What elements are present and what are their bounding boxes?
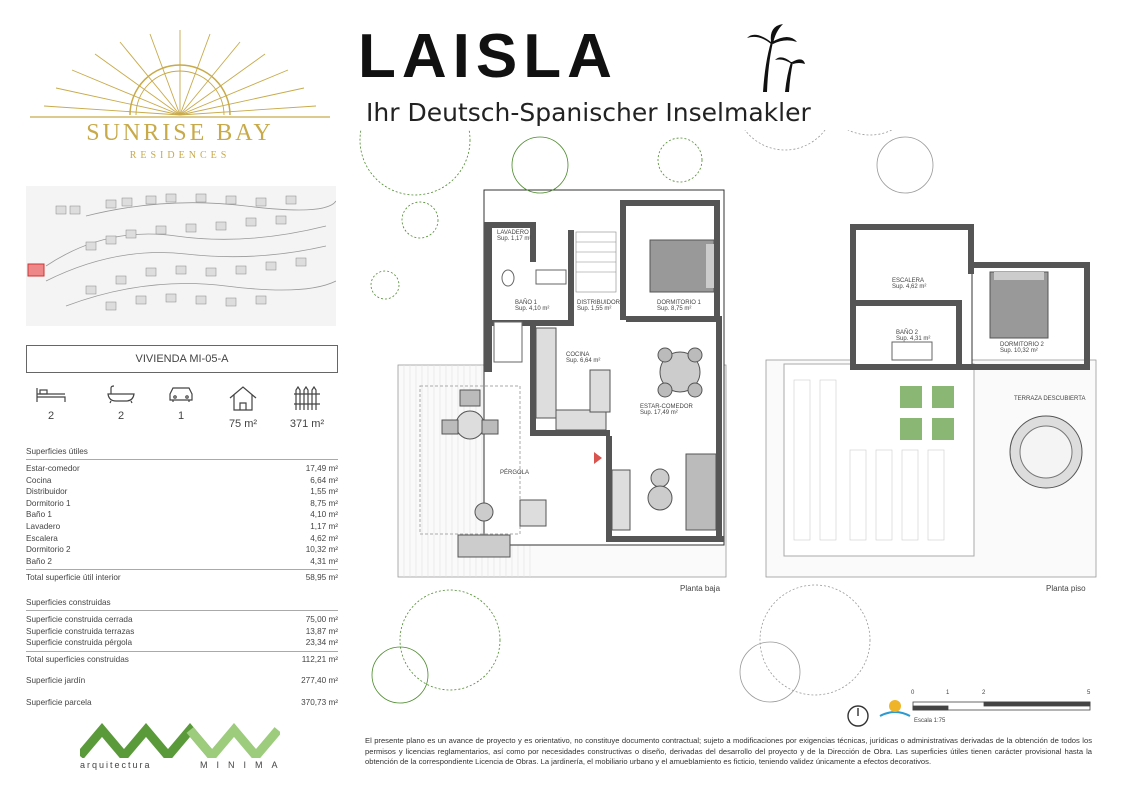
bedrooms-value: 2	[47, 410, 55, 422]
architect-name-2: MINIMA	[200, 760, 287, 770]
parking-value: 1	[177, 410, 185, 422]
table-row: Baño 2 4,31 m²	[26, 556, 338, 566]
room-label-lavadero: LAVADERO Sup. 1,17 m²	[497, 230, 532, 242]
room-label-dormitorio2: DORMITORIO 2 Sup. 10,32 m²	[1000, 342, 1044, 354]
room-label-bano2: BAÑO 2 Sup. 4,31 m²	[896, 330, 931, 342]
brand-title: SUNRISE BAY	[86, 120, 274, 146]
built-surfaces-header: Superficies construidas	[26, 598, 338, 611]
architect-logo	[80, 722, 280, 758]
useful-total-row: Total superficie útil interior 58,95 m²	[26, 569, 338, 584]
table-row: Cocina 6,64 m²	[26, 475, 338, 485]
scale-label: Escala 1:75	[914, 718, 946, 724]
floor-plans	[355, 130, 1115, 730]
caption-ground-floor: Planta baja	[680, 584, 721, 593]
scale-tick: 1	[946, 690, 950, 696]
site-plan-map	[26, 186, 336, 326]
bathtub-icon	[104, 384, 138, 404]
legal-disclaimer: El presente plano es un avance de proyecto y es orientativo, no constituye documento contractual; sujeto a modificaciones por exigencias técnicas, jurídicas o administrativas derivadas de la obtención de todos los permisos y licencias reglamentarios, así como por necesidades constructivas o diseño, derivadas del desarrollo del proyecto y de la Dirección de Obra. Las superficies útiles tienen carácter provisional hasta la obtención de la correspondiente Licencia de Obras. La jardinería, el mobiliario urbano y el amueblamiento es ficticio, teniendo validez únicamente a efectos decorativos.	[365, 736, 1092, 766]
table-row: Superficie construida cerrada 75,00 m²	[26, 615, 338, 624]
table-row: Distribuidor 1,55 m²	[26, 487, 338, 497]
brand-subtitle: RESIDENCES	[129, 150, 231, 161]
bathrooms	[96, 384, 146, 422]
built-area-value: 75 m²	[228, 418, 258, 430]
ground-floor-plan	[398, 190, 726, 577]
table-row: Escalera 4,62 m²	[26, 533, 338, 543]
room-label-dormitorio1: DORMITORIO 1 Sup. 8,75 m²	[657, 300, 701, 312]
bed-icon	[34, 384, 68, 404]
laisla-tagline: Ihr Deutsch-Spanischer Inselmakler	[366, 98, 811, 127]
scale-tick: 5	[1087, 690, 1091, 696]
plot-row: Superficie parcela 370,73 m²	[26, 697, 338, 707]
built-total-row: Total superficies construidas 112,21 m²	[26, 651, 338, 666]
palm-tree-icon	[745, 22, 805, 94]
useful-surfaces-table	[26, 447, 338, 584]
scale-bar	[848, 700, 1090, 726]
laisla-logo: LAISLA	[358, 22, 618, 91]
room-label-escalera: ESCALERA Sup. 4,62 m²	[892, 278, 927, 290]
parking	[156, 384, 206, 422]
table-row: Baño 1 4,10 m²	[26, 510, 338, 520]
table-row: Superficie construida terrazas 13,87 m²	[26, 626, 338, 636]
bedrooms	[26, 384, 76, 422]
house-icon	[226, 384, 260, 412]
scale-tick: 2	[982, 690, 986, 696]
garden-row: Superficie jardín 277,40 m²	[26, 676, 338, 686]
plot-area	[282, 384, 332, 430]
useful-surfaces-header: Superficies útiles	[26, 447, 338, 460]
scale-tick: 0	[911, 690, 915, 696]
room-label-pergola: PÉRGOLA	[500, 470, 530, 476]
features-row	[26, 384, 336, 434]
room-label-estar: ESTAR-COMEDOR Sup. 17,49 m²	[640, 404, 693, 416]
fence-icon	[290, 384, 324, 412]
built-area	[218, 384, 268, 430]
table-row: Dormitorio 1 8,75 m²	[26, 498, 338, 508]
room-label-bano1: BAÑO 1 Sup. 4,10 m²	[515, 300, 550, 312]
table-row: Superficie construida pérgola 23,34 m²	[26, 638, 338, 648]
built-surfaces-table	[26, 598, 338, 709]
room-label-cocina: COCINA Sup. 6,64 m²	[566, 352, 601, 364]
caption-upper-floor: Planta piso	[1046, 584, 1086, 593]
bathrooms-value: 2	[117, 410, 125, 422]
table-row: Dormitorio 2 10,32 m²	[26, 545, 338, 555]
car-icon	[164, 384, 198, 404]
room-label-distribuidor: DISTRIBUIDOR Sup. 1,55 m²	[577, 300, 621, 312]
unit-name: VIVIENDA MI-05-A	[26, 345, 338, 373]
table-row: Estar-comedor 17,49 m²	[26, 464, 338, 473]
architect-name-1: arquitectura	[80, 760, 152, 770]
plot-area-value: 371 m²	[289, 418, 325, 430]
table-row: Lavadero 1,17 m²	[26, 521, 338, 531]
room-label-terraza: TERRAZA DESCUBIERTA	[1014, 396, 1086, 402]
